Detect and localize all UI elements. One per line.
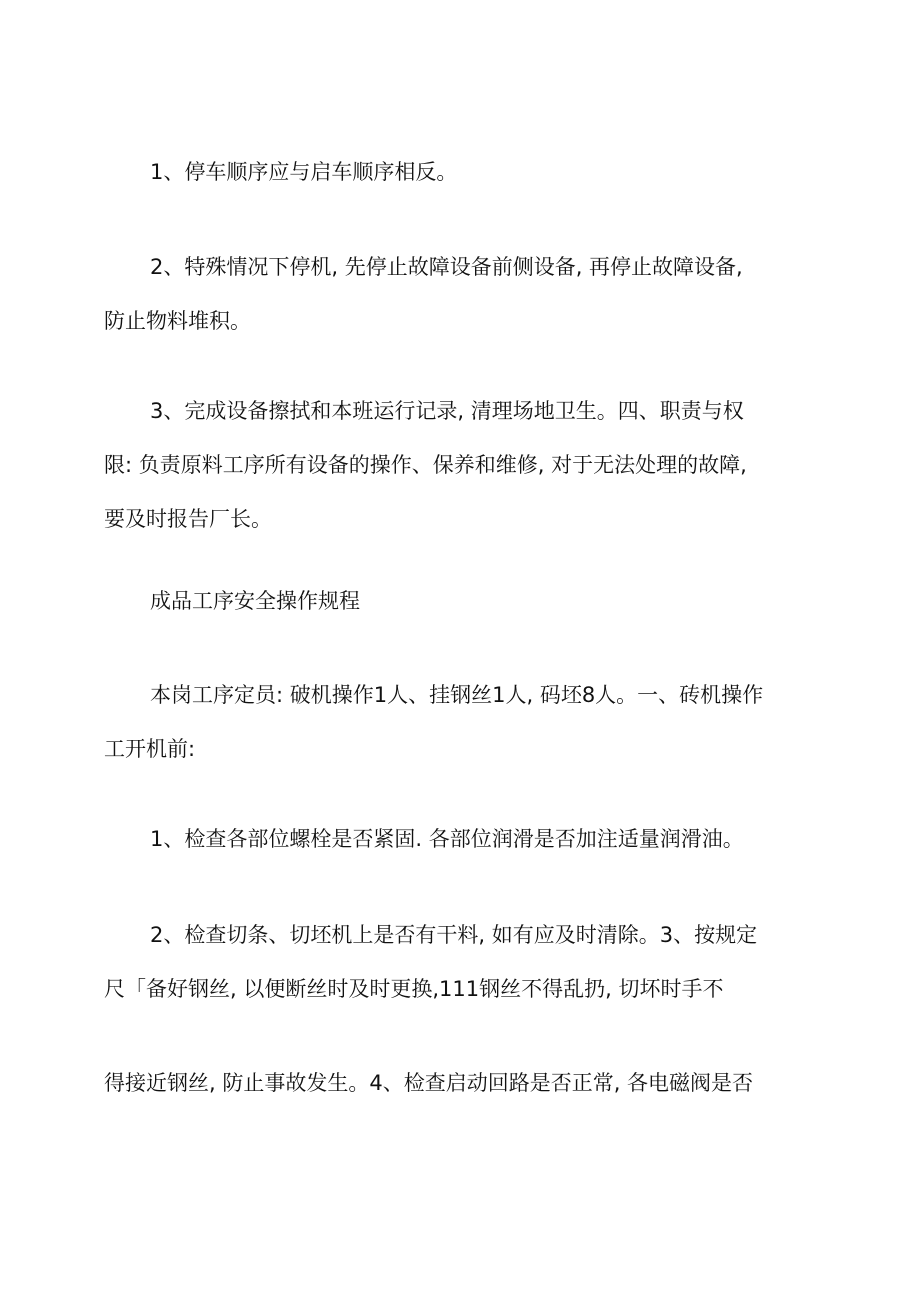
text-line: 1、停车顺序应与启车顺序相反。 xyxy=(150,160,458,184)
text-line: 本岗工序定员: 破机操作1人、挂钢丝1人, 码坯8人。一、砖机操作 xyxy=(150,683,764,707)
text-line: 要及时报告厂长。 xyxy=(104,507,272,531)
text-line: 2、特殊情况下停机, 先停止故障设备前侧设备, 再停止故障设备, xyxy=(150,255,743,279)
section-title: 成品工序安全操作规程 xyxy=(150,589,360,613)
paragraph-staffing xyxy=(104,668,816,776)
text-line: 3、完成设备擦拭和本班运行记录, 清理场地卫生。四、职责与权 xyxy=(150,399,744,423)
text-line: 2、检查切条、切坯机上是否有干料, 如有应及时清除。3、按规定 xyxy=(150,923,758,947)
text-line: 尺「备好钢丝, 以便断丝时及时更换,111钢丝不得乱扔, 切坏时手不 xyxy=(104,977,724,1001)
text-line: 得接近钢丝, 防止事故发生。4、检查启动回路是否正常, 各电磁阀是否 xyxy=(104,1071,754,1095)
section-heading xyxy=(104,574,816,628)
text-line: 1、检查各部位螺栓是否紧固. 各部位润滑是否加注适量润滑油。 xyxy=(150,827,744,851)
text-line: 工开机前: xyxy=(104,737,196,761)
text-line: 防止物料堆积。 xyxy=(104,309,251,333)
paragraph-special-stop xyxy=(104,240,816,348)
paragraph-wire-safety xyxy=(104,1056,816,1110)
paragraph-stop-order xyxy=(104,145,816,199)
paragraph-check-cutter xyxy=(104,908,816,1016)
paragraph-cleaning-duties xyxy=(104,384,816,546)
text-line: 限: 负责原料工序所有设备的操作、保养和维修, 对于无法处理的故障, xyxy=(104,453,747,477)
paragraph-check-bolts xyxy=(104,812,816,866)
